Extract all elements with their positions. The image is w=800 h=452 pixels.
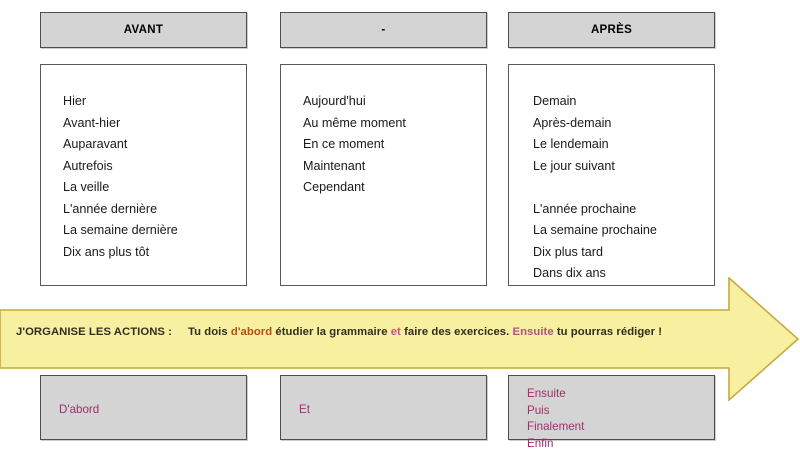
list-item: La semaine dernière bbox=[63, 223, 178, 237]
instruction-seg: Tu dois bbox=[188, 326, 231, 338]
list-item: En ce moment bbox=[303, 137, 385, 151]
list-item: Hier bbox=[63, 94, 87, 108]
list-item: Après-demain bbox=[533, 115, 612, 130]
instruction-seg: faire des exercices. bbox=[400, 326, 513, 338]
header-box-middle[interactable] bbox=[280, 12, 487, 48]
bottom-box-dabord[interactable] bbox=[40, 375, 247, 440]
header-box-avant[interactable] bbox=[40, 12, 247, 48]
bottom-box-ensuite[interactable] bbox=[508, 375, 715, 450]
connector-word: Ensuite bbox=[527, 387, 566, 400]
list-item: La semaine prochaine bbox=[533, 223, 657, 237]
list-item: Dans dix ans bbox=[533, 266, 606, 280]
list-item: Cependant bbox=[303, 180, 365, 194]
connector-word: Enfin bbox=[527, 436, 554, 450]
bottom-box-et[interactable] bbox=[280, 375, 487, 440]
connector-word: D'abord bbox=[59, 403, 100, 416]
instruction-seg: tu pourras rédiger ! bbox=[553, 326, 663, 338]
list-item: Avant-hier bbox=[63, 115, 121, 130]
list-item: Autrefois bbox=[63, 158, 113, 173]
list-box-avant bbox=[40, 64, 247, 286]
list-box-apres bbox=[508, 64, 715, 286]
list-item: Auparavant bbox=[63, 137, 128, 151]
instruction-seg: étudier la grammaire bbox=[272, 326, 391, 338]
connector-word: Et bbox=[299, 403, 310, 416]
instruction-title: J'ORGANISE LES ACTIONS : bbox=[16, 326, 172, 338]
list-item: Dix plus tard bbox=[533, 244, 603, 259]
header-label-middle: - bbox=[381, 24, 386, 36]
header-label-avant: AVANT bbox=[123, 24, 164, 36]
list-item: Le lendemain bbox=[533, 137, 609, 151]
connector-word: Finalement bbox=[527, 420, 585, 433]
list-item: Demain bbox=[533, 94, 577, 108]
header-label-apres: APRÈS bbox=[590, 24, 633, 36]
list-item: Maintenant bbox=[303, 158, 366, 173]
list-item: L'année dernière bbox=[63, 201, 158, 216]
list-item: Au même moment bbox=[303, 115, 406, 130]
list-box-middle bbox=[280, 64, 487, 286]
instruction-text bbox=[16, 326, 716, 338]
list-item: L'année prochaine bbox=[533, 201, 637, 216]
list-item: Le jour suivant bbox=[533, 158, 615, 173]
instruction-accent-et: et bbox=[390, 326, 401, 338]
list-item: Dix ans plus tôt bbox=[63, 244, 150, 259]
header-box-apres[interactable] bbox=[508, 12, 715, 48]
instruction-accent-dabord: d'abord bbox=[230, 326, 273, 338]
instruction-accent-ensuite: Ensuite bbox=[512, 326, 554, 338]
list-item-spacer bbox=[533, 177, 714, 199]
list-item: Aujourd'hui bbox=[303, 94, 366, 108]
connector-word: Puis bbox=[527, 403, 550, 417]
list-item: La veille bbox=[63, 180, 110, 194]
